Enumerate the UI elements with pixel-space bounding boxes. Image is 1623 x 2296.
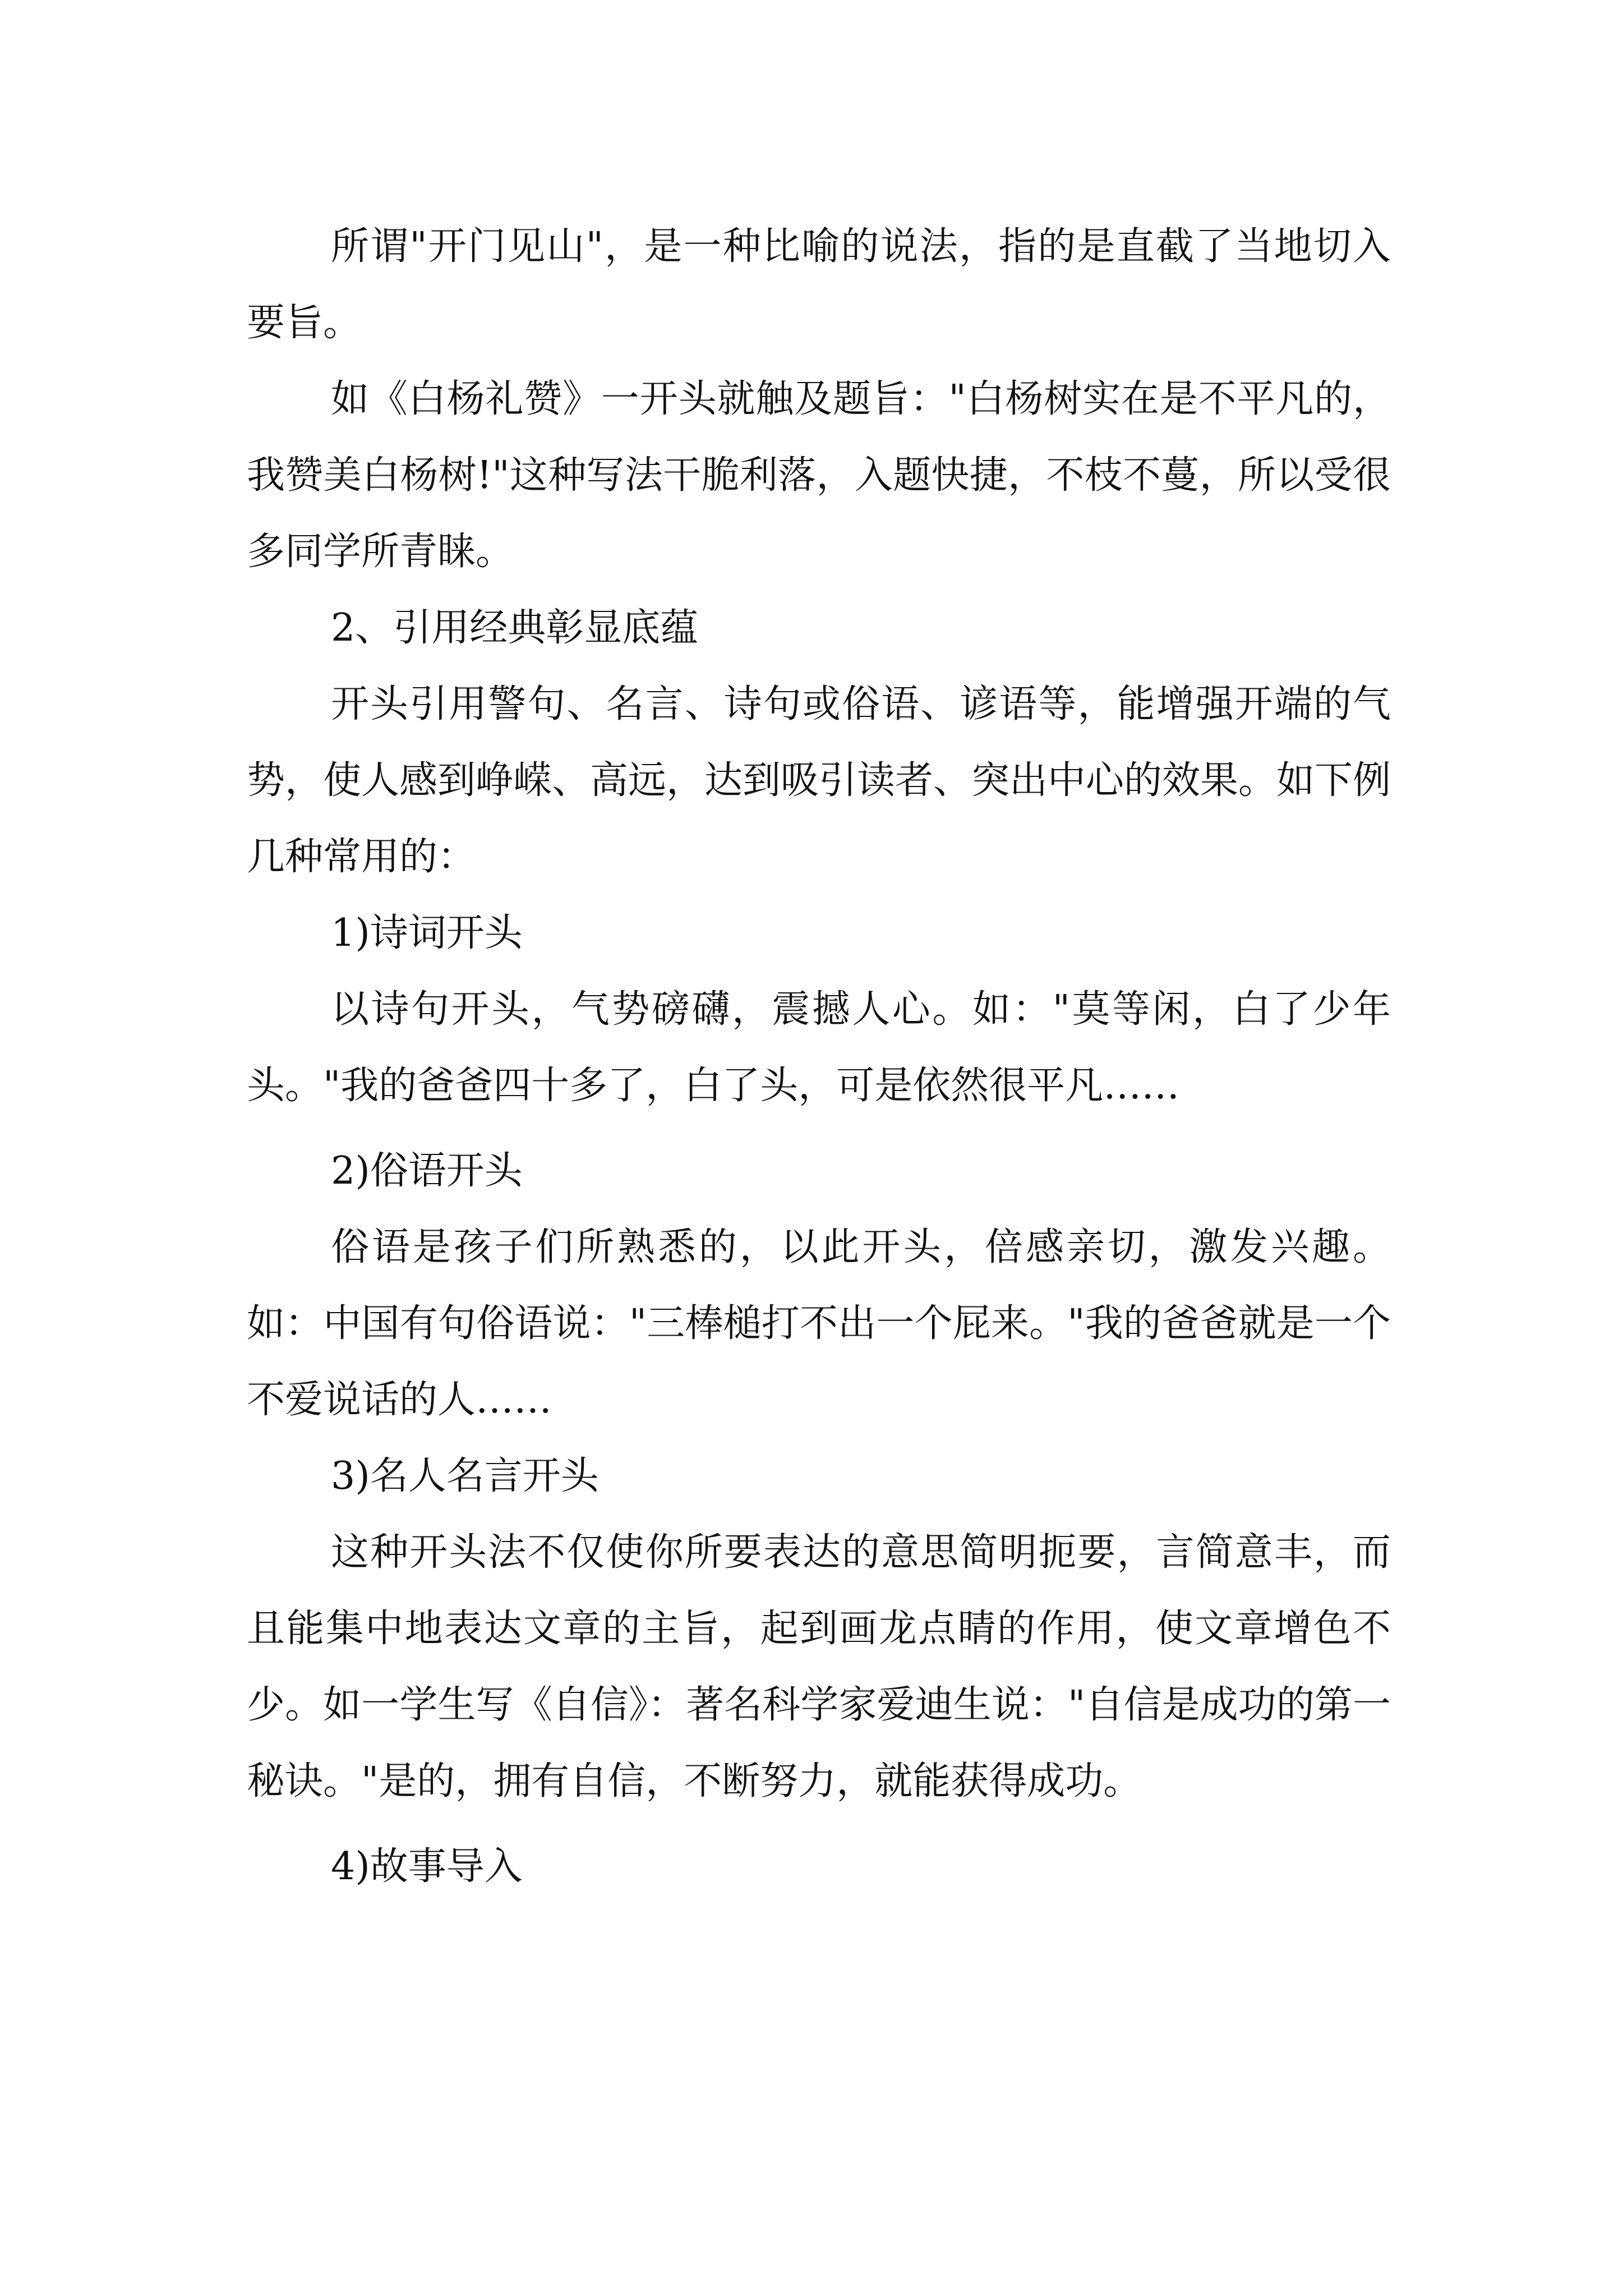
document-body bbox=[247, 209, 1391, 1905]
section-heading-2: 2、引用经典彰显底蕴 bbox=[331, 606, 699, 650]
paragraph-6: 这种开头法不仅使你所要表达的意思简明扼要，言简意丰，而且能集中地表达文章的主旨，起到画龙点睛的作用，使文章增色不少。如一学生写《自信》：著名科学家爱迪生说："自信是成功的第一秘诀。"是的，拥有自信，不断努力，就能获得成功。 bbox=[247, 1530, 1391, 1803]
paragraph-2: 如《白杨礼赞》一开头就触及题旨："白杨树实在是不平凡的，我赞美白杨树!"这种写法干脆利落，入题快捷，不枝不蔓，所以受很多同学所青睐。 bbox=[247, 377, 1391, 574]
subheading-3: 3)名人名言开头 bbox=[331, 1454, 599, 1498]
subheading-4: 4)故事导入 bbox=[331, 1844, 523, 1889]
paragraph-3: 开头引用警句、名言、诗句或俗语、谚语等，能增强开端的气势，使人感到峥嵘、高远，达到吸引读者、突出中心的效果。如下例几种常用的： bbox=[247, 682, 1391, 879]
paragraph-1: 所谓"开门见山"，是一种比喻的说法，指的是直截了当地切入要旨。 bbox=[247, 224, 1391, 345]
subheading-2: 2)俗语开头 bbox=[331, 1149, 523, 1193]
subheading-1: 1)诗词开头 bbox=[331, 911, 523, 955]
paragraph-4: 以诗句开头，气势磅礴，震撼人心。如："莫等闲，白了少年头。"我的爸爸四十多了，白了头，可是依然很平凡…… bbox=[247, 987, 1391, 1108]
paragraph-5: 俗语是孩子们所熟悉的，以此开头，倍感亲切，激发兴趣。如：中国有句俗语说："三棒槌打不出一个屁来。"我的爸爸就是一个不爱说话的人…… bbox=[247, 1225, 1391, 1422]
